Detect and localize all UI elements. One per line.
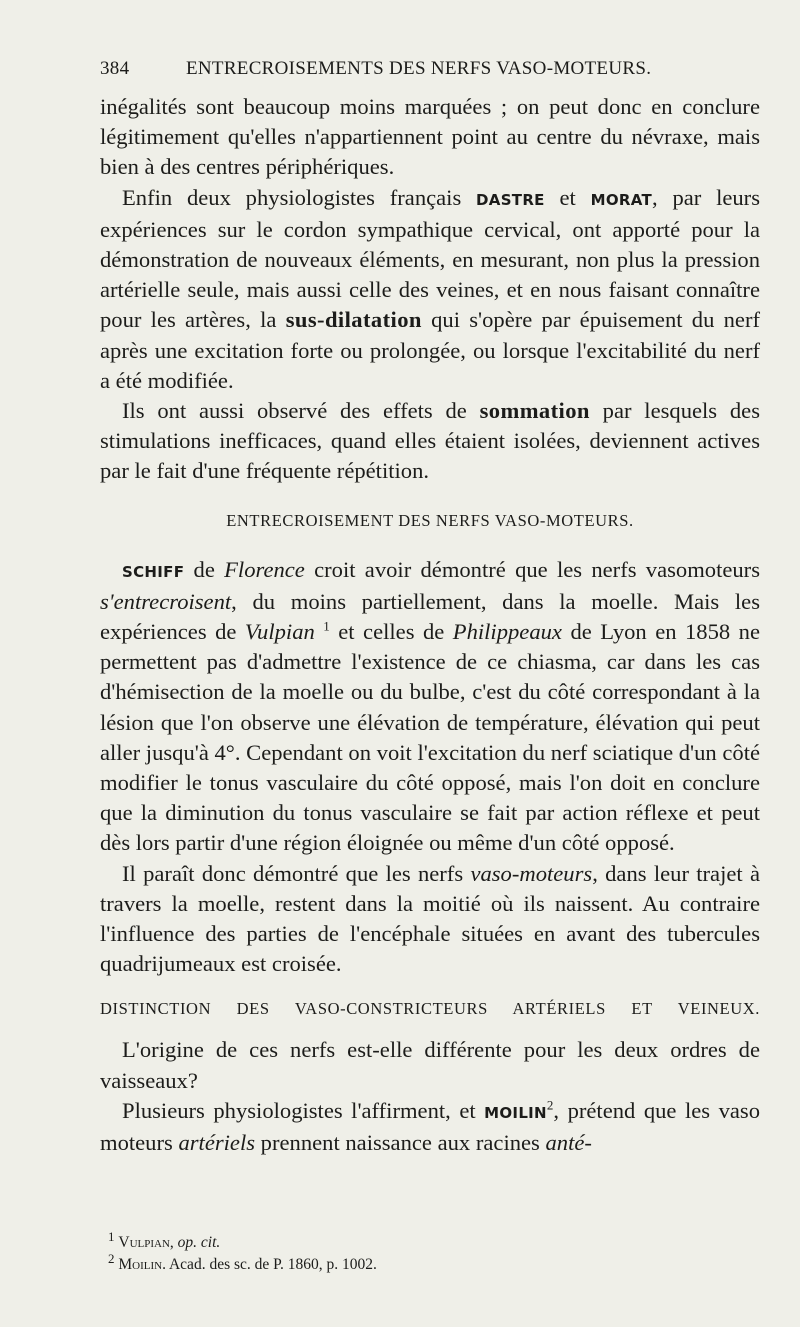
paragraph-3: Ils ont aussi observé des effets de sommation par lesquels des stimulations inefficaces, quand elles étaient isolées, deviennent actives par le fait d'une fréquente répétition. — [100, 398, 760, 484]
paragraph-4: SCHIFF de Florence croit avoir démontré que les nerfs vasomoteurs s'entrecroisent, du moins partiellement, dans la moelle. Mais les expériences de Vulpian $^1$ et celles de Philippeaux de Lyon en 1858 ne permettent pas d'admettre l'existence de ce chiasma, car dans les cas d'hémisection de la moelle ou du bulbe, c'est du côté correspondant à la lésion que l'on observe une élévation de température, élévation qui peut aller jusqu'à 4°. Cependant on voit l'excitation du nerf sciatique d'un côté modifier le tonus vasculaire du côté opposé, mais l'on doit en conclure que la diminution du tonus vasculaire se fait par action réflexe et peut dès lors partir d'une région éloignée ou même d'un côté opposé. — [100, 556, 760, 856]
footnote-1: $^1$ Vulpian, op. cit. — [108, 1228, 221, 1251]
page-number: 384 — [100, 58, 130, 79]
footnotes — [108, 1228, 708, 1276]
term-sus-dilatation: sus-dilatation — [285, 307, 422, 333]
paragraph-1: inégalités sont beaucoup moins marquées ; on peut donc en conclure légitimement qu'elles n'appartiennent point au centre du névraxe, mais bien à des centres périphériques. — [100, 94, 760, 180]
section-heading-distinction: DISTINCTION DES VASO-CONSTRICTEURS ARTÉRIELS ET VEINEUX. — [100, 999, 760, 1019]
footnote-ref-1[interactable]: 1 — [323, 618, 330, 634]
section-heading-entrecroisement: ENTRECROISEMENT DES NERFS VASO-MOTEURS. — [226, 510, 634, 530]
author-name-moilin: MOILIN — [484, 1103, 547, 1122]
body-text — [100, 92, 760, 1158]
term-sommation: sommation — [479, 398, 590, 424]
paragraph-2: Enfin deux physiologistes français DASTRE et MORAT, par leurs expériences sur le cordon sympathique cervical, ont apporté pour la démonstration de nouveaux éléments, en mesurant, non plus la pression artérielle seule, mais aussi celle des veines, et en nous faisant connaître pour les artères, la sus-dilatation qui s'opère par épuisement du nerf après une excitation forte ou prolongée, ou lorsque l'excitabilité du nerf a été modifiée. — [100, 184, 761, 393]
author-name-morat: MORAT — [590, 190, 653, 209]
paragraph-6: L'origine de ces nerfs est-elle différente pour les deux ordres de vaisseaux? — [100, 1037, 760, 1093]
footnote-ref-2[interactable]: 2 — [546, 1097, 554, 1113]
paragraph-7: Plusieurs physiologistes l'affirment, et MOILIN$^2$, prétend que les vaso moteurs artériels prennent naissance aux racines anté- — [100, 1097, 760, 1156]
footnote-2: $^2$ Moilin. Acad. des sc. de P. 1860, p. 1002. — [108, 1250, 377, 1273]
running-title: ENTRECROISEMENTS DES NERFS VASO-MOTEURS. — [186, 58, 652, 79]
author-name-schiff: SCHIFF — [122, 562, 185, 581]
author-name-dastre: DASTRE — [476, 190, 545, 209]
paragraph-5: Il paraît donc démontré que les nerfs vaso-moteurs, dans leur trajet à travers la moelle, restent dans la moitié où ils naissent. Au contraire l'influence des parties de l'encéphale situées en avant des tubercules quadrijumeaux est croisée. — [100, 860, 760, 977]
